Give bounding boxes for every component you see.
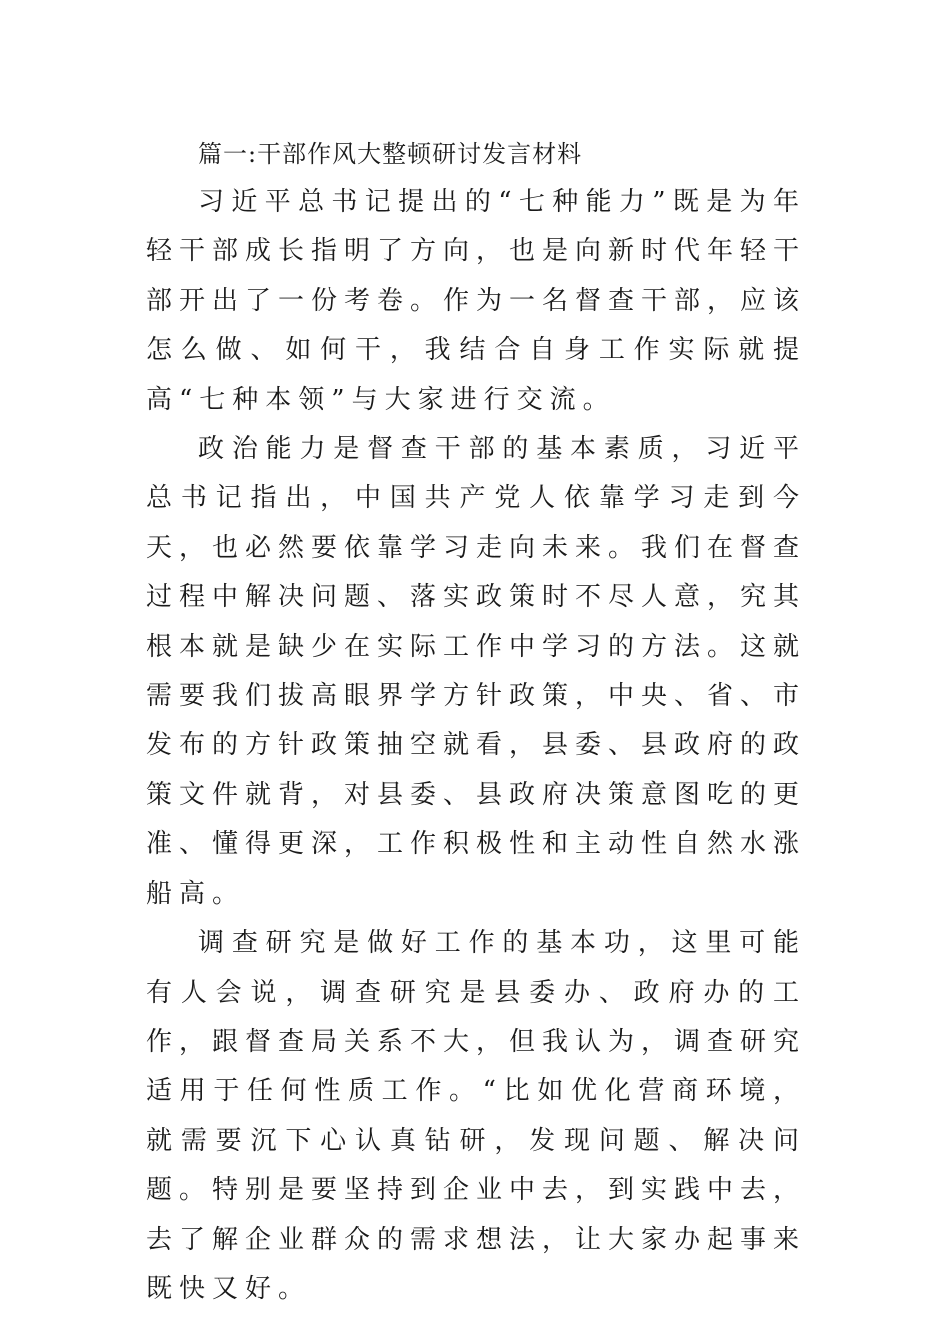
paragraph-political-ability: 政治能力是督查干部的基本素质，习近平总书记指出，中国共产党人依靠学习走到今天，也必然要依靠学习走向未来。我们在督查过程中解决问题、落实政策时不尽人意，究其根本就是缺少在实际工作中学习的方法。这就需要我们拔高眼界学方针政策，中央、省、市发布的方针政策抽空就看，县委、县政府的政策文件就背，对县委、县政府决策意图吃的更准、懂得更深，工作积极性和主动性自然水涨船高。 [146,434,807,909]
paragraph-investigation-research: 调查研究是做好工作的基本功，这里可能有人会说，调查研究是县委办、政府办的工作，跟督查局关系不大，但我认为，调查研究适用于任何性质工作。“比如优化营商环境，就需要沉下心认真钻研，发现问题、解决问题。特别是要坚持到企业中去，到实践中去，去了解企业群众的需求想法，让大家办起事来既快又好。 [146,928,807,1304]
document-title: 篇一:干部作风大整顿研讨发言材料 [198,140,583,168]
paragraph-intro: 习近平总书记提出的“七种能力”既是为年轻干部成长指明了方向，也是向新时代年轻干部开出了一份考卷。作为一名督查干部，应该怎么做、如何干，我结合自身工作实际就提高“七种本领”与大家进行交流。 [146,187,807,415]
document-body [146,130,806,1314]
